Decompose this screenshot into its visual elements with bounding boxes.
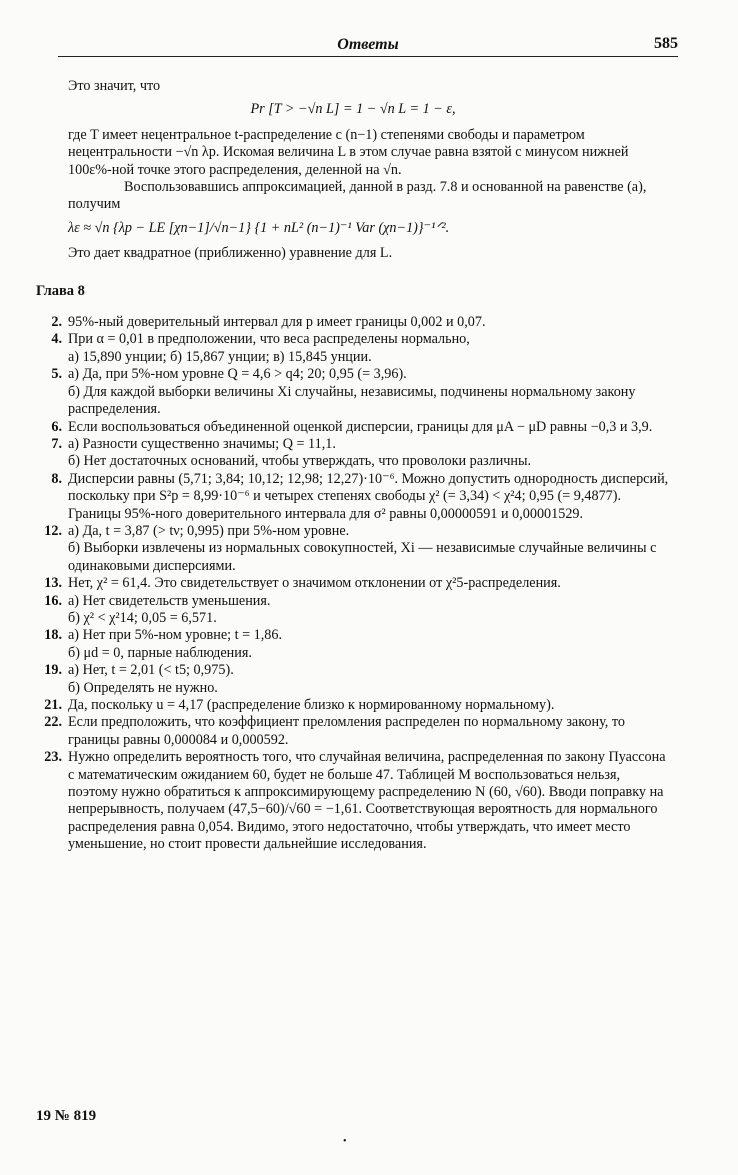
chapter-heading: Глава 8	[36, 282, 85, 299]
answer-subitem	[36, 506, 670, 523]
answer-item	[36, 419, 670, 436]
answer-number: 18.	[44, 627, 62, 644]
answer-item	[36, 593, 670, 610]
answers-text	[36, 78, 670, 854]
formula-probability: Pr [T > −√n L] = 1 − √n L = 1 − ε,	[250, 101, 456, 118]
answer-number: 5.	[51, 366, 62, 383]
answer-number: 7.	[51, 435, 62, 452]
answer-item	[36, 749, 670, 853]
answer-text: б) μd = 0, парные наблюдения.	[68, 644, 252, 661]
answer-item	[36, 436, 670, 453]
answer-number: 16.	[44, 592, 62, 609]
answer-number: 12.	[44, 522, 62, 539]
answer-text: Нет, χ² = 61,4. Это свидетельствует о значимом отклонении от χ²5-распределения.	[68, 575, 561, 592]
answer-number: 8.	[51, 470, 62, 487]
answer-number: 19.	[44, 662, 62, 679]
answer-subitem	[36, 610, 670, 627]
intro-paragraph: где T имеет нецентральное t-распределение с (n−1) степенями свободы и параметром нецентральности −√n λp. Искомая величина L в этом случае равна взятой с минусом нижней 100ε%-ной точке этого распределения, деленной на √n.	[68, 126, 629, 178]
answer-number: 22.	[44, 714, 62, 731]
answer-text: а) Разности существенно значимы; Q = 11,1.	[68, 435, 336, 452]
answer-text: а) Нет при 5%-ном уровне; t = 1,86.	[68, 627, 283, 644]
answer-text: Границы 95%-ного доверительного интервала для σ² равны 0,00000591 и 0,00001529.	[68, 505, 584, 522]
answer-item	[36, 662, 670, 679]
answer-number: 13.	[44, 575, 62, 592]
answer-item	[36, 627, 670, 644]
answer-number: 2.	[51, 314, 62, 331]
answer-item	[36, 575, 670, 592]
answer-item	[36, 714, 670, 749]
intro-line: Это значит, что	[68, 78, 161, 94]
answer-text: Если воспользоваться объединенной оценкой дисперсии, границы для μA − μD равны −0,3 и 3,9.	[68, 418, 653, 435]
answer-item	[36, 471, 670, 506]
answer-text: 95%-ный доверительный интервал для p имеет границы 0,002 и 0,07.	[68, 314, 486, 331]
answer-text: б) χ² < χ²14; 0,05 = 6,571.	[68, 609, 217, 626]
conclusion-line: Это дает квадратное (приближенно) уравнение для L.	[68, 245, 393, 262]
answer-list	[36, 314, 670, 854]
answer-text: Нужно определить вероятность того, что случайная величина, распределенная по закону Пуассона с математическим ожиданием 60, будет не больше 47. Таблицей M воспользоваться нельзя, поэтому нужно обратиться к аппроксимирующему распределению N (60, √60). Вводи поправку на непрерывность, получаем (47,5−60)/√60 = −1,61. Соответствующая вероятность для нормального распределения равна 0,054. Видимо, этого недостаточно, чтобы утверждать, что имеет место уменьшение, но стоит провести дальнейшие исследования.	[68, 749, 666, 853]
answer-item	[36, 523, 670, 540]
answer-text: б) Выборки извлечены из нормальных совокупностей, Xi — независимые случайные величины с одинаковыми дисперсиями.	[68, 540, 657, 574]
answer-number: 4.	[51, 331, 62, 348]
answer-number: 21.	[44, 697, 62, 713]
answer-text: б) Определять не нужно.	[68, 679, 218, 696]
answer-text: б) Нет достаточных оснований, чтобы утверждать, что проволоки различны.	[68, 453, 532, 470]
answer-subitem	[36, 645, 670, 662]
answer-subitem	[36, 349, 670, 366]
answer-item	[36, 331, 670, 348]
formula-approximation: λε ≈ √n {λp − LE [χn−1]/√n−1} {1 + nL² (n−1)⁻¹ Var (χn−1)}⁻¹ᐟ².	[68, 219, 450, 236]
running-title: Ответы	[337, 36, 399, 53]
page-number: 585	[654, 35, 678, 52]
answer-subitem	[36, 384, 670, 419]
answer-text: а) Да, t = 3,87 (> tν; 0,995) при 5%-ном уровне.	[68, 522, 350, 539]
page-dot: •	[343, 1136, 347, 1147]
answer-number: 6.	[51, 418, 62, 435]
answer-text: Если предположить, что коэффициент преломления распределен по нормальному закону, то границы равны 0,000084 и 0,000592.	[68, 714, 625, 748]
answer-text: б) Для каждой выборки величины Xi случайны, независимы, подчинены нормальному закону распределения.	[68, 383, 636, 418]
running-header	[58, 34, 678, 57]
approximation-paragraph: Воспользовавшись аппроксимацией, данной в разд. 7.8 и основанной на равенстве (а), получим	[68, 179, 647, 213]
answer-text: а) Нет, t = 2,01 (< t5; 0,975).	[68, 662, 234, 679]
answer-text: Дисперсии равны (5,71; 3,84; 10,12; 12,98; 12,27)·10⁻⁶. Можно допустить однородность дисперсий, поскольку при S²p = 8,99·10⁻⁶ и четырех степенях свободы χ² (= 3,34) < χ²4; 0,95 (= 9,4877).	[68, 470, 669, 505]
answer-item	[36, 314, 670, 331]
answer-subitem	[36, 680, 670, 697]
signature-mark: 19 № 819	[36, 1108, 97, 1124]
answer-item	[36, 366, 670, 383]
answer-item	[36, 697, 670, 714]
answer-subitem	[36, 453, 670, 470]
answer-text: а) Нет свидетельств уменьшения.	[68, 592, 271, 609]
answer-subitem	[36, 540, 670, 575]
answer-text: При α = 0,01 в предположении, что веса распределены нормально,	[68, 331, 470, 348]
answer-text: Да, поскольку u = 4,17 (распределение близко к нормированному нормальному).	[68, 697, 555, 713]
answer-text: а) Да, при 5%-ном уровне Q = 4,6 > q4; 20; 0,95 (= 3,96).	[68, 366, 407, 383]
answer-number: 23.	[44, 749, 62, 766]
answer-text: а) 15,890 унции; б) 15,867 унции; в) 15,845 унции.	[68, 348, 372, 365]
